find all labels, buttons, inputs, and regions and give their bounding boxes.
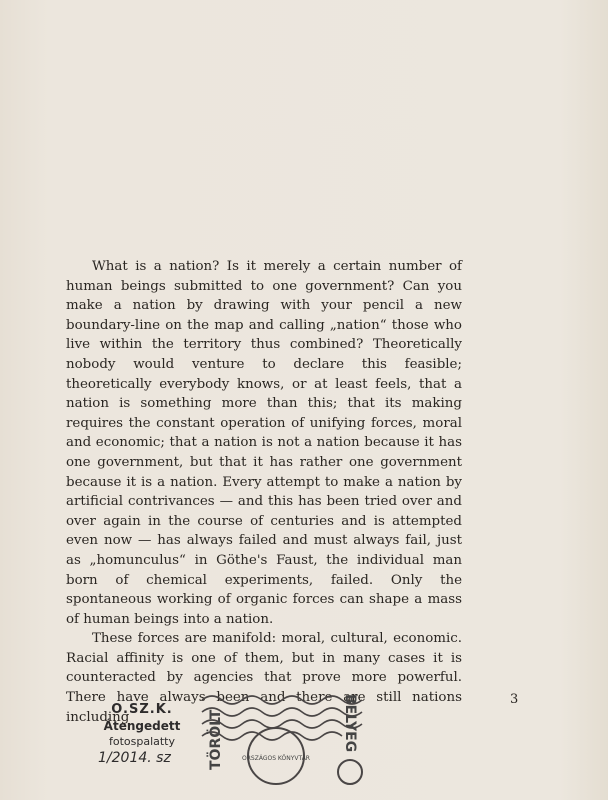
cancel-left-word: TÖRÖLT xyxy=(208,709,224,770)
page-number: 3 xyxy=(510,692,519,707)
library-stamp-line3: fotospalatty xyxy=(108,735,176,748)
cancel-right-word: BELYEG xyxy=(342,694,358,753)
small-postmark xyxy=(338,760,362,784)
body-text xyxy=(66,257,462,727)
library-stamp-name: O.SZ.K. xyxy=(111,702,173,717)
cancellation-stamp xyxy=(188,682,378,794)
postmark-text: ORSZÁGOS KÖNYVTÁR xyxy=(242,755,310,762)
wavy-cancel-lines xyxy=(202,696,362,740)
library-stamp-date: 1/2014. sz xyxy=(98,750,171,766)
library-stamp-line2: Átengedett xyxy=(103,719,181,733)
paragraph-2: These forces are manifold: moral, cultural, economic. Racial affinity is one of them, but in many cases it is counteracted by agencies that prove more powerful. There have always been and there are still nations including xyxy=(66,631,462,725)
library-stamp xyxy=(92,702,192,766)
paragraph-1: What is a nation? Is it merely a certain number of human beings submitted to one government? Can you make a nation by drawing with your pencil a new boundary-line on the map and calling „nation“ those who live within the territory thus combined? Theoretically nobody would venture to declare this feasible; theoretically everybody knows, or at least feels, that a nation is something more than this; that its making requires the constant operation of unifying forces, moral and economic; that a nation is not a nation because it has one government, but that it has rather one government because it is a nation. Every attempt to make a nation by artificial contrivances — and this has been tried over and over again in the course of centuries and is attempted even now — has always failed and must always fail, just as „homunculus“ in Göthe's Faust, the individual man born of chemical experiments, failed. Only the spontaneous working of organic forces can shape a mass of human beings into a nation. xyxy=(66,259,462,627)
